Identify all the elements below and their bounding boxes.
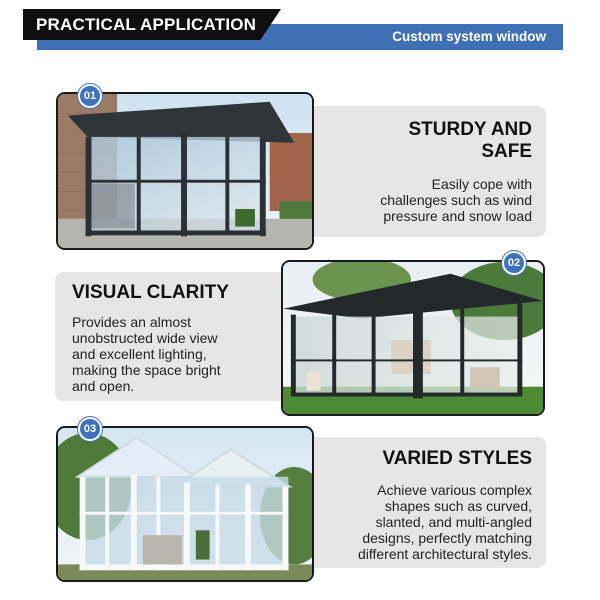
feature-desc-2-line: Provides an almost: [72, 314, 192, 330]
feature-desc-3-line: different architectural styles.: [357, 546, 532, 562]
feature-desc-3: [322, 482, 532, 562]
feature-desc-2-line: and open.: [72, 378, 135, 394]
feature-desc-1-line: pressure and snow load: [383, 208, 532, 224]
feature-number-badge-3: 03: [78, 417, 102, 441]
feature-title-3: VARIED STYLES: [382, 448, 532, 469]
feature-desc-1-line: challenges such as wind: [380, 192, 532, 208]
sunroom-photo-3: [56, 426, 314, 582]
page-title: PRACTICAL APPLICATION: [36, 15, 257, 34]
page-subtitle: Custom system window: [392, 29, 546, 44]
feature-title-1: [360, 119, 532, 163]
feature-title-2: VISUAL CLARITY: [72, 282, 229, 303]
feature-desc-3-line: shapes such as curved,: [384, 498, 532, 514]
feature-desc-3-line: designs, perfectly matching: [362, 530, 532, 546]
feature-title-1-line2: SAFE: [481, 141, 532, 162]
feature-desc-3-line: slanted, and multi-angled: [375, 514, 532, 530]
feature-desc-1-line: Easily cope with: [431, 176, 532, 192]
feature-desc-2-line: unobstructed wide view: [72, 330, 218, 346]
feature-number-badge-1: 01: [78, 84, 102, 108]
sunroom-illustration-3: [58, 428, 312, 580]
feature-desc-3-line: Achieve various complex: [377, 482, 532, 498]
feature-desc-2-line: and excellent lighting,: [72, 346, 207, 362]
sunroom-photo-2: [281, 260, 545, 416]
feature-desc-2: [72, 314, 272, 394]
feature-desc-2-line: making the space bright: [72, 362, 221, 378]
feature-desc-1: [332, 176, 532, 224]
feature-title-1-line1: STURDY AND: [408, 119, 532, 140]
feature-number-badge-2: 02: [502, 251, 526, 275]
sunroom-illustration-2: [283, 262, 543, 414]
sunroom-illustration-1: [58, 94, 312, 248]
sunroom-photo-1: [56, 92, 314, 250]
